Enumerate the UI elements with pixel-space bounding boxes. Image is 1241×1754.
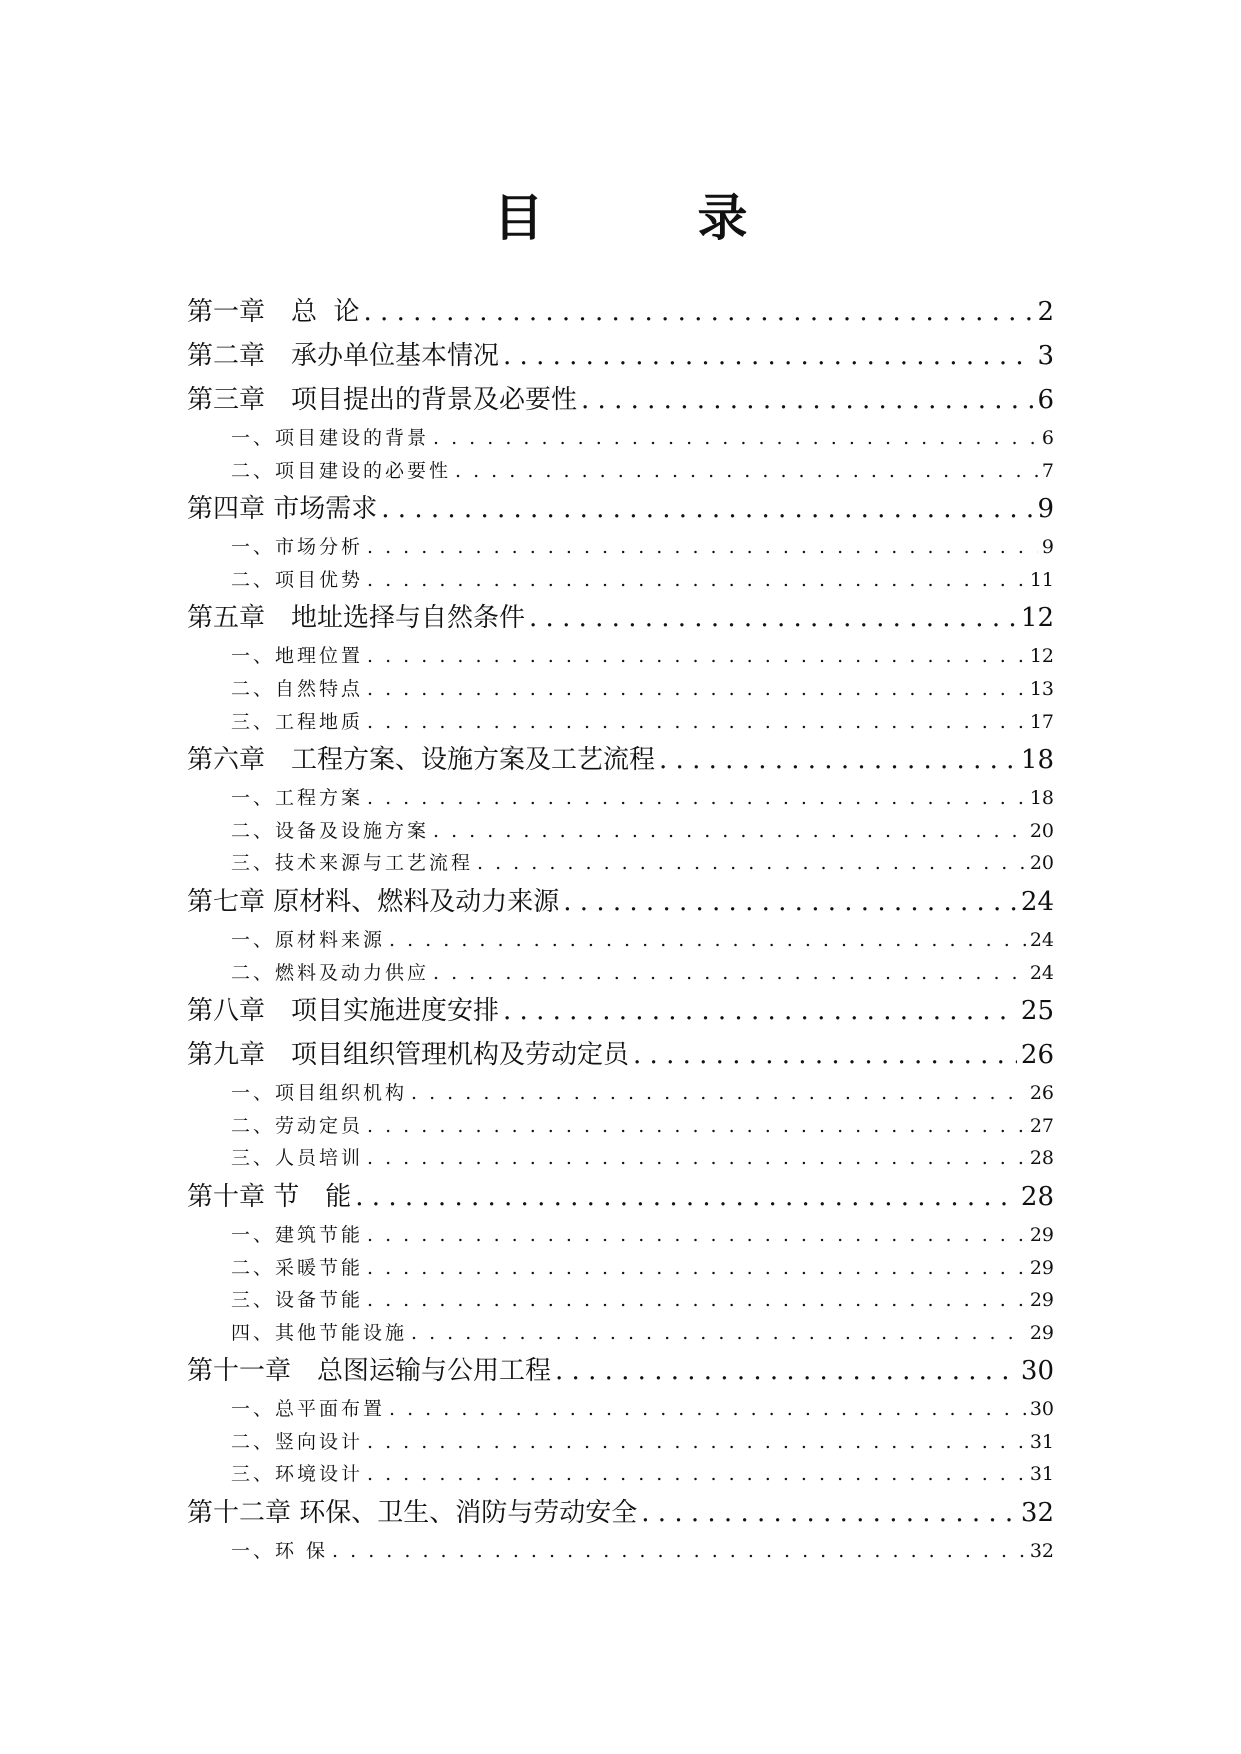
toc-chapter-entry[interactable]: [187, 290, 1054, 334]
toc-entry-label: 三、人员培训: [231, 1147, 364, 1170]
toc-dot-leader: [367, 1426, 1026, 1459]
toc-page-number: 31: [1029, 1430, 1054, 1453]
toc-entry-label: 第六章 工程方案、设施方案及工艺流程: [187, 745, 656, 776]
toc-entry-label: 一、环 保: [231, 1540, 329, 1563]
toc-dot-leader: [364, 290, 1034, 334]
toc-section-entry[interactable]: [187, 1110, 1054, 1143]
toc-dot-leader: [503, 334, 1033, 378]
toc-entry-label: 第四章 市场需求: [187, 494, 378, 525]
toc-dot-leader: [389, 1393, 1026, 1426]
toc-dot-leader: [367, 673, 1026, 706]
toc-entry-label: 第九章 项目组织管理机构及劳动定员: [187, 1040, 630, 1071]
toc-page-number: 25: [1020, 996, 1054, 1027]
toc-dot-leader: [367, 564, 1026, 597]
toc-chapter-entry[interactable]: [187, 596, 1054, 640]
toc-dot-leader: [529, 596, 1017, 640]
toc-chapter-entry[interactable]: [187, 378, 1054, 422]
toc-entry-label: 二、竖向设计: [231, 1430, 364, 1453]
toc-section-entry[interactable]: [187, 1458, 1054, 1491]
toc-entry-label: 三、设备节能: [231, 1289, 364, 1312]
toc-section-entry[interactable]: [187, 1142, 1054, 1175]
toc-page-number: 3: [1037, 341, 1054, 371]
toc-entry-label: 一、总平面布置: [231, 1398, 386, 1421]
toc-entry-label: 二、燃料及动力供应: [231, 961, 430, 984]
toc-page-number: 18: [1029, 787, 1054, 810]
toc-dot-leader: [455, 455, 1038, 488]
toc-entry-label: 第十二章 环保、卫生、消防与劳动安全: [187, 1498, 638, 1529]
toc-section-entry[interactable]: [187, 1252, 1054, 1285]
toc-page-number: 24: [1029, 961, 1054, 984]
toc-page-number: 27: [1029, 1114, 1054, 1137]
toc-chapter-entry[interactable]: [187, 989, 1054, 1033]
toc-page-number: 9: [1037, 494, 1054, 525]
toc-page-number: 32: [1020, 1498, 1054, 1529]
toc-section-entry[interactable]: [187, 422, 1054, 455]
toc-page-number: 29: [1029, 1223, 1054, 1246]
toc-page-number: 24: [1020, 886, 1054, 917]
toc-dot-leader: [367, 706, 1026, 739]
toc-entry-label: 第十一章 总图运输与公用工程: [187, 1356, 552, 1387]
toc-entry-label: 三、工程地质: [231, 710, 364, 733]
toc-page-number: 12: [1020, 603, 1054, 634]
toc-section-entry[interactable]: [187, 847, 1054, 880]
toc-entry-label: 二、劳动定员: [231, 1114, 364, 1137]
toc-entry-label: 三、技术来源与工艺流程: [231, 852, 474, 875]
toc-dot-leader: [433, 422, 1038, 455]
toc-section-entry[interactable]: [187, 640, 1054, 673]
toc-entry-label: 一、原材料来源: [231, 928, 386, 951]
toc-dot-leader: [367, 1252, 1026, 1285]
toc-chapter-entry[interactable]: [187, 487, 1054, 531]
toc-dot-leader: [411, 1077, 1026, 1110]
toc-section-entry[interactable]: [187, 673, 1054, 706]
toc-page-number: 18: [1020, 745, 1054, 776]
toc-dot-leader: [389, 924, 1026, 957]
toc-dot-leader: [367, 1284, 1026, 1317]
toc-dot-leader: [555, 1349, 1017, 1393]
toc-entry-label: 一、工程方案: [231, 787, 364, 810]
toc-section-entry[interactable]: [187, 455, 1054, 488]
toc-page-number: 30: [1029, 1398, 1054, 1421]
toc-chapter-entry[interactable]: [187, 1175, 1054, 1219]
toc-dot-leader: [367, 1110, 1026, 1143]
toc-chapter-entry[interactable]: [187, 1349, 1054, 1393]
toc-page-number: 29: [1029, 1321, 1054, 1344]
toc-entry-label: 一、地理位置: [231, 645, 364, 668]
toc-section-entry[interactable]: [187, 706, 1054, 739]
toc-list: [187, 290, 1054, 1568]
toc-dot-leader: [367, 531, 1038, 564]
toc-dot-leader: [411, 1317, 1026, 1350]
toc-entry-label: 第三章 项目提出的背景及必要性: [187, 385, 578, 415]
toc-page-number: 9: [1041, 536, 1054, 559]
toc-chapter-entry[interactable]: [187, 334, 1054, 378]
toc-page-number: 29: [1029, 1289, 1054, 1312]
toc-page-number: 13: [1029, 677, 1054, 700]
toc-section-entry[interactable]: [187, 1077, 1054, 1110]
toc-entry-label: 二、自然特点: [231, 677, 364, 700]
toc-page-number: 6: [1041, 427, 1054, 449]
toc-entry-label: 一、项目组织机构: [231, 1082, 408, 1105]
toc-section-entry[interactable]: [187, 1317, 1054, 1350]
toc-dot-leader: [367, 1219, 1026, 1252]
toc-entry-label: 一、市场分析: [231, 536, 364, 559]
toc-dot-leader: [633, 1033, 1017, 1077]
toc-section-entry[interactable]: [187, 531, 1054, 564]
toc-page-number: 2: [1037, 297, 1054, 327]
toc-dot-leader: [641, 1491, 1017, 1535]
toc-section-entry[interactable]: [187, 564, 1054, 597]
toc-section-entry[interactable]: [187, 1393, 1054, 1426]
toc-section-entry[interactable]: [187, 1219, 1054, 1252]
toc-section-entry[interactable]: [187, 815, 1054, 848]
toc-dot-leader: [659, 738, 1017, 782]
toc-chapter-entry[interactable]: [187, 1491, 1054, 1535]
toc-section-entry[interactable]: [187, 1426, 1054, 1459]
toc-chapter-entry[interactable]: [187, 738, 1054, 782]
toc-page-number: 26: [1029, 1082, 1054, 1105]
toc-entry-label: 第五章 地址选择与自然条件: [187, 603, 526, 634]
toc-dot-leader: [367, 782, 1026, 815]
toc-entry-label: 三、环境设计: [231, 1463, 364, 1486]
toc-entry-label: 一、建筑节能: [231, 1223, 364, 1246]
toc-entry-label: 第二章 承办单位基本情况: [187, 341, 500, 371]
toc-dot-leader: [367, 1142, 1026, 1175]
toc-page-number: 32: [1029, 1540, 1054, 1563]
toc-page-number: 6: [1037, 385, 1054, 415]
toc-dot-leader: [355, 1175, 1017, 1219]
toc-page-number: 20: [1029, 819, 1054, 842]
toc-dot-leader: [433, 957, 1026, 990]
toc-entry-label: 四、其他节能设施: [231, 1321, 408, 1344]
toc-page-number: 28: [1029, 1147, 1054, 1170]
toc-entry-label: 第一章 总 论: [187, 297, 360, 327]
toc-entry-label: 二、项目建设的必要性: [231, 459, 452, 482]
toc-chapter-entry[interactable]: [187, 1033, 1054, 1077]
toc-dot-leader: [332, 1535, 1026, 1568]
toc-dot-leader: [563, 880, 1017, 924]
toc-dot-leader: [503, 989, 1017, 1033]
toc-page-number: 12: [1029, 645, 1054, 668]
toc-section-entry[interactable]: [187, 957, 1054, 990]
toc-entry-label: 第十章 节 能: [187, 1181, 352, 1212]
toc-entry-label: 二、采暖节能: [231, 1256, 364, 1279]
toc-page-number: 29: [1029, 1256, 1054, 1279]
toc-page-number: 17: [1029, 710, 1054, 733]
toc-dot-leader: [381, 487, 1033, 531]
toc-page-number: 7: [1041, 459, 1054, 482]
toc-entry-label: 第七章 原材料、燃料及动力来源: [187, 886, 560, 917]
toc-entry-label: 二、项目优势: [231, 568, 364, 591]
toc-page-number: 11: [1029, 568, 1054, 591]
toc-chapter-entry[interactable]: [187, 880, 1054, 924]
toc-section-entry[interactable]: [187, 1284, 1054, 1317]
toc-page-number: 31: [1029, 1463, 1054, 1486]
toc-dot-leader: [367, 640, 1026, 673]
toc-entry-label: 第八章 项目实施进度安排: [187, 996, 500, 1027]
toc-page-number: 30: [1020, 1356, 1054, 1387]
toc-section-entry[interactable]: [187, 924, 1054, 957]
toc-section-entry[interactable]: [187, 1535, 1054, 1568]
toc-title: 目 录: [493, 189, 800, 247]
toc-section-entry[interactable]: [187, 782, 1054, 815]
toc-page-number: 26: [1020, 1040, 1054, 1071]
toc-page-number: 20: [1029, 852, 1054, 875]
toc-dot-leader: [477, 847, 1026, 880]
toc-dot-leader: [581, 378, 1033, 422]
toc-page-number: 24: [1029, 928, 1054, 951]
toc-dot-leader: [367, 1458, 1026, 1491]
toc-entry-label: 二、设备及设施方案: [231, 819, 430, 842]
toc-page-number: 28: [1020, 1181, 1054, 1212]
toc-dot-leader: [433, 815, 1026, 848]
toc-entry-label: 一、项目建设的背景: [231, 427, 430, 449]
